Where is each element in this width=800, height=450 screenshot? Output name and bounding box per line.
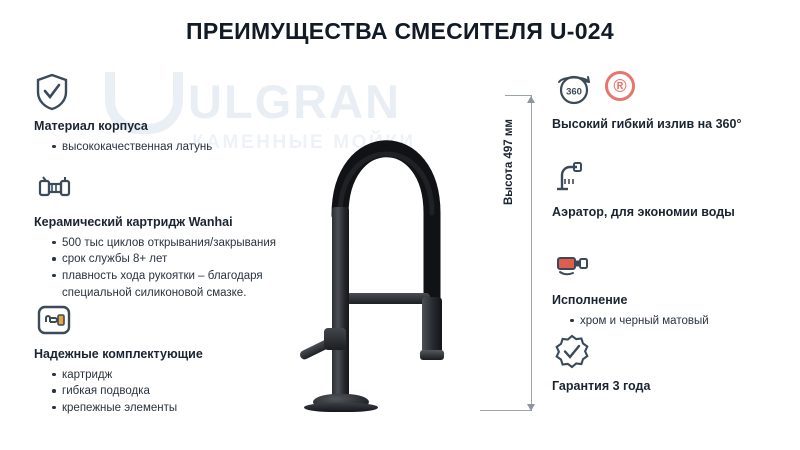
feature-title: Материал корпуса [34,119,148,133]
registered-trademark-icon: ® [605,71,635,101]
dimension-tick-bottom [480,410,532,411]
list-item: крепежные элементы [52,400,334,417]
rotation-360-icon [552,70,592,110]
list-item: картридж [52,367,334,384]
faucet-body-column [332,207,349,405]
feature-material-korpusa [34,72,334,155]
list-item: гибкая подводка [52,383,334,400]
feature-ceramic-cartridge [34,168,334,301]
feature-title: Аэратор, для экономии воды [552,205,735,219]
feature-list [34,367,334,417]
spray-head-tip [420,350,444,360]
quality-hand-icon [34,300,74,340]
feature-aerator [552,158,784,221]
watermark-brand: ULGRAN [188,75,402,128]
feature-title: Керамический картридж Wanhai [34,215,233,229]
paint-brush-icon [552,246,592,286]
list-item: 500 тыс циклов открывания/закрывания [52,235,334,252]
list-item: плавность хода рукоятки – благодаря специальной силиконовой смазке. [52,268,334,301]
feature-list [34,139,334,156]
aerator-faucet-icon [552,158,592,198]
cartridge-icon [34,168,74,208]
spray-head [422,297,442,355]
page-title: ПРЕИМУЩЕСТВА СМЕСИТЕЛЯ U-024 [186,18,614,44]
list-item: высококачественная латунь [52,139,334,156]
feature-list [34,235,334,302]
warranty-rosette-icon [552,332,592,372]
dimension-line [531,95,532,410]
feature-title: Исполнение [552,293,628,307]
feature-title: Высокий гибкий излив на 360° [552,117,742,131]
faucet-side-arm [346,293,430,304]
dimension-arrow-bottom-icon [527,404,535,411]
shield-check-icon [34,72,74,112]
feature-reliable-components [34,300,334,417]
rotation-badge-text: 360 [566,86,582,98]
feature-finish [552,246,784,329]
list-item: хром и черный матовый [570,313,784,330]
dimension-label: Высота 497 мм [503,119,515,205]
dimension-arrow-top-icon [527,96,535,103]
feature-title: Надежные комплектующие [34,347,203,361]
feature-warranty [552,332,784,395]
list-item: срок службы 8+ лет [52,251,334,268]
watermark-tagline: КАМЕННЫЕ МОЙКИ [192,132,416,153]
feature-title: Гарантия 3 года [552,379,651,393]
feature-list [552,313,784,330]
feature-360-spout [552,70,784,133]
